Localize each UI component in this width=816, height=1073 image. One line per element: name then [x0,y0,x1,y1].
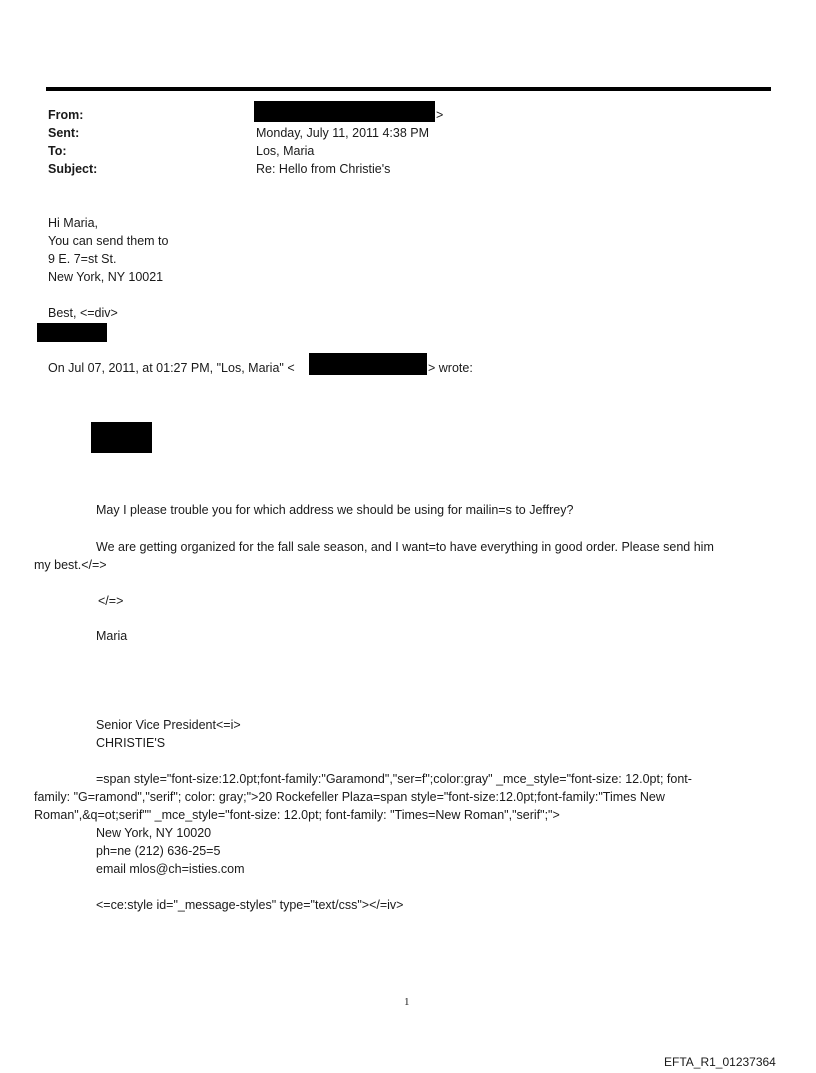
quote-stray-tag: </=> [98,594,124,608]
quote-para-1: May I please trouble you for which address we should be using for mailin=s to Jeffrey? [96,503,574,517]
quote-intro-suffix: > wrote: [428,361,473,375]
quote-intro-prefix: On Jul 07, 2011, at 01:27 PM, "Los, Maria" < [48,361,295,375]
signature-city: New York, NY 10020 [96,826,212,840]
from-redaction [254,101,435,122]
signature-title: Senior Vice President<=i> [96,718,241,732]
sent-value: Monday, July 11, 2011 4:38 PM [256,126,430,140]
from-label: From: [48,108,84,122]
signature-code-line-1: =span style="font-size:12.0pt;font-family:"Garamond","ser=f";color:gray" _mce_style="font-size: 12.0pt; font- [96,772,692,786]
quote-para-2-line-2: my best.</=> [34,558,107,572]
reply-line-3: 9 E. 7=st St. [48,252,117,266]
reply-line-2: You can send them to [48,234,169,248]
signature-code-line-3: Roman",&q=ot;serif"" _mce_style="font-size: 12.0pt; font-family: "Times=New Roman","serif";"> [34,808,560,822]
subject-label: Subject: [48,162,98,176]
signature-email: email mlos@ch=isties.com [96,862,245,876]
signature-phone: ph=ne (212) 636-25=5 [96,844,221,858]
to-label: To: [48,144,67,158]
reply-line-1: Hi Maria, [48,216,99,230]
reply-closing: Best, <=div> [48,306,118,320]
header-rule [46,87,771,91]
sent-label: Sent: [48,126,80,140]
to-value: Los, Maria [256,144,315,158]
page-number: 1 [404,996,410,1008]
email-redaction [309,353,427,375]
subject-value: Re: Hello from Christie's [256,162,391,176]
quote-signoff: Maria [96,629,128,643]
signature-code-line-2: family: "G=ramond","serif"; color: gray;">20 Rockefeller Plaza=span style="font-size:12.0pt;font-family:"Times New [34,790,665,804]
signature-company: CHRISTIE'S [96,736,166,750]
signature-style-tag: <=ce:style id="_message-styles" type="text/css"></=iv> [96,898,404,912]
signature-redaction [37,323,107,342]
document-id: EFTA_R1_01237364 [664,1055,776,1069]
reply-line-4: New York, NY 10021 [48,270,164,284]
quote-para-2-line-1: We are getting organized for the fall sale season, and I want=to have everything in good order. Please send him [96,540,714,554]
salutation-redaction [91,422,152,453]
from-suffix: > [436,108,444,122]
